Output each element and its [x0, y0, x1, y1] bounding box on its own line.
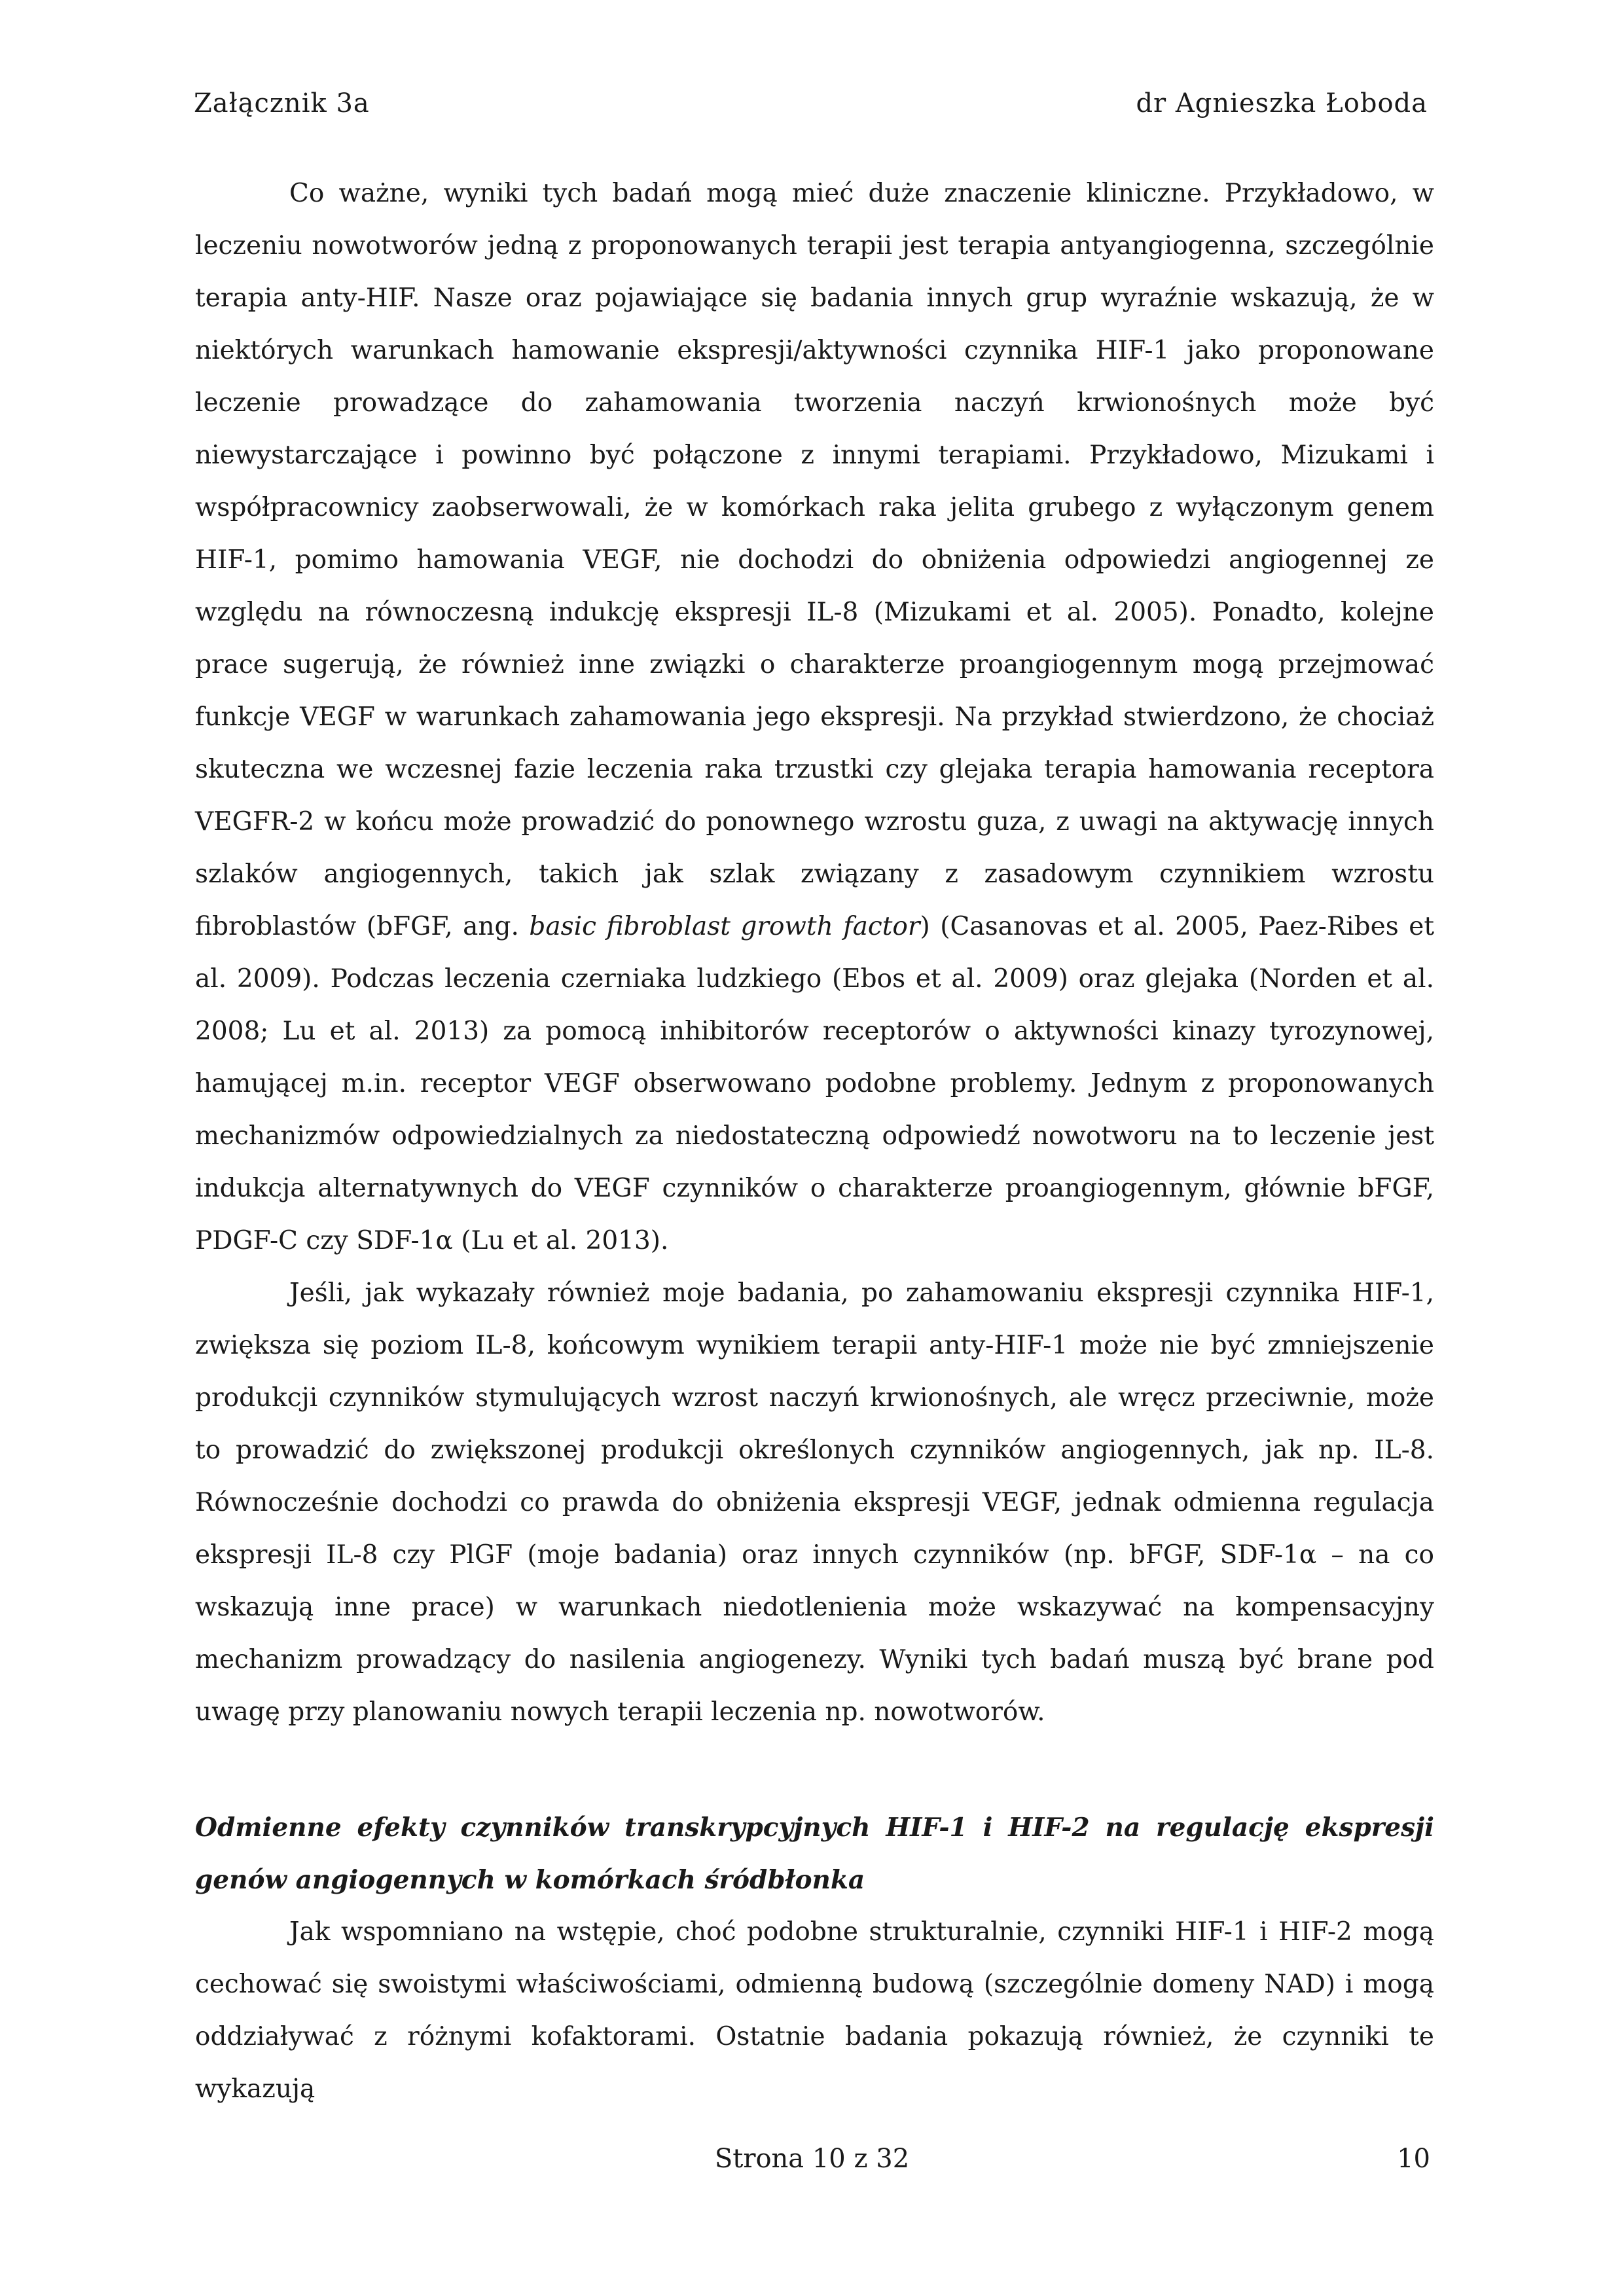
- italic-term: basic fibroblast growth factor: [529, 912, 920, 941]
- paragraph-clinical-significance: [195, 168, 1434, 1267]
- page-body: [195, 168, 1434, 2116]
- header-attachment-label: Załącznik 3a: [194, 88, 370, 118]
- paragraph-text-after-italic: ) (Casanovas et al. 2005, Paez-Ribes et al. 2009). Podczas leczenia czerniaka ludzkiego (Ebos et al. 2009) oraz glejaka (Norden et al. 2008; Lu et al. 2013) za pomocą inhibitorów receptorów o aktywności kinazy tyrozynowej, hamującej m.in. receptor VEGF obserwowano podobne problemy. Jednym z proponowanych mechanizmów odpowiedzialnych za niedostateczną odpowiedź nowotworu na to leczenie jest indukcja alternatywnych do VEGF czynników o charakterze proangiogennym, głównie bFGF, PDGF-C czy SDF-1α (Lu et al. 2013).: [195, 912, 1434, 1255]
- header-author: dr Agnieszka Łoboda: [1136, 88, 1428, 118]
- footer-page-label: Strona 10 z 32: [714, 2144, 910, 2174]
- footer-page-number: 10: [1397, 2144, 1430, 2174]
- paragraph-hif-inhibition: Jeśli, jak wykazały również moje badania, po zahamowaniu ekspresji czynnika HIF-1, zwiększa się poziom IL-8, końcowym wynikiem terapii anty-HIF-1 może nie być zmniejszenie produkcji czynników stymulujących wzrost naczyń krwionośnych, ale wręcz przeciwnie, może to prowadzić do zwiększonej produkcji określonych czynników angiogennych, jak np. IL-8. Równocześnie dochodzi co prawda do obniżenia ekspresji VEGF, jednak odmienna regulacja ekspresji IL-8 czy PlGF (moje badania) oraz innych czynników (np. bFGF, SDF-1α – na co wskazują inne prace) w warunkach niedotlenienia może wskazywać na kompensacyjny mechanizm prowadzący do nasilenia angiogenezy. Wyniki tych badań muszą być brane pod uwagę przy planowaniu nowych terapii leczenia np. nowotworów.: [195, 1278, 1434, 1727]
- paragraph-text-before-italic: Co ważne, wyniki tych badań mogą mieć duże znaczenie kliniczne. Przykładowo, w leczeniu nowotworów jedną z proponowanych terapii jest terapia antyangiogenna, szczególnie terapia anty-HIF. Nasze oraz pojawiające się badania innych grup wyraźnie wskazują, że w niektórych warunkach hamowanie ekspresji/aktywności czynnika HIF-1 jako proponowane leczenie prowadzące do zahamowania tworzenia naczyń krwionośnych może być niewystarczające i powinno być połączone z innymi terapiami. Przykładowo, Mizukami i współpracownicy zaobserwowali, że w komórkach raka jelita grubego z wyłączonym genem HIF-1, pomimo hamowania VEGF, nie dochodzi do obniżenia odpowiedzi angiogennej ze względu na równoczesną indukcję ekspresji IL-8 (Mizukami et al. 2005). Ponadto, kolejne prace sugerują, że również inne związki o charakterze proangiogennym mogą przejmować funkcje VEGF w warunkach zahamowania jego ekspresji. Na przykład stwierdzono, że chociaż skuteczna we wczesnej fazie leczenia raka trzustki czy glejaka terapia hamowania receptora VEGFR-2 w końcu może prowadzić do ponownego wzrostu guza, z uwagi na aktywację innych szlaków angiogennych, takich jak szlak związany z zasadowym czynnikiem wzrostu fibroblastów (bFGF, ang.: [195, 179, 1434, 941]
- section-heading: Odmienne efekty czynników transkrypcyjnych HIF-1 i HIF-2 na regulację ekspresji genów angiogennych w komórkach śródbłonka: [195, 1813, 1434, 1895]
- paragraph-hif1-hif2: Jak wspomniano na wstępie, choć podobne strukturalnie, czynniki HIF-1 i HIF-2 mogą cechować się swoistymi właściwościami, odmienną budową (szczególnie domeny NAD) i mogą oddziaływać z różnymi kofaktorami. Ostatnie badania pokazują również, że czynniki te wykazują: [195, 1917, 1434, 2104]
